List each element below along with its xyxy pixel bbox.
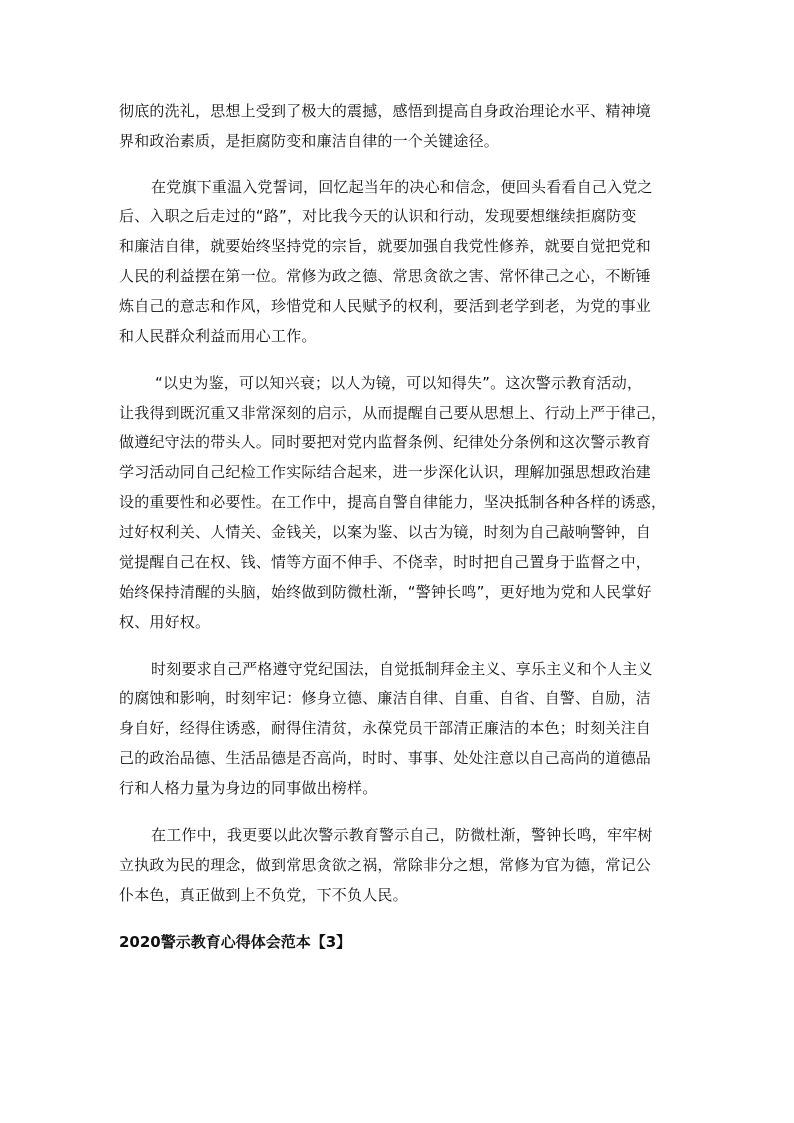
paragraph-line: 觉提醒自己在权、钱、情等方面不伸手、不侥幸，时时把自己置身于监督之中， [119, 553, 652, 571]
paragraph-line: 人民的利益摆在第一位。常修为政之德、常思贪欲之害、常怀律己之心，不断锤 [119, 267, 652, 285]
paragraph-line: 界和政治素质，是拒腐防变和廉洁自律的一个关键途径。 [119, 132, 500, 150]
paragraph-line: “以史为鉴，可以知兴衰；以人为镜，可以知得失”。这次警示教育活动， [155, 374, 643, 392]
paragraph-line: 和人民群众利益而用心工作。 [119, 327, 317, 345]
paragraph-line: 过好权利关、人情关、金钱关，以案为鉴、以古为镜，时刻为自己敲响警钟，自 [119, 523, 652, 541]
paragraph-line: 和廉洁自律，就要始终坚持党的宗旨，就要加强自我党性修养，就要自觉把党和 [119, 237, 652, 255]
paragraph-line: 权、用好权。 [119, 613, 211, 631]
paragraph-line: 行和人格力量为身边的同事做出榜样。 [119, 779, 378, 797]
paragraph-line: 在工作中，我更要以此次警示教育警示自己，防微杜渐，警钟长鸣，牢牢树 [151, 826, 653, 844]
paragraph-line: 在党旗下重温入党誓词，回忆起当年的决心和信念，便回头看看自己入党之 [151, 178, 653, 196]
paragraph-line: 彻底的洗礼，思想上受到了极大的震撼，感悟到提高自身政治理论水平、精神境 [119, 102, 652, 120]
paragraph-line: 身自好，经得住诱惑，耐得住清贫，永葆党员干部清正廉洁的本色；时刻关注自 [119, 719, 652, 737]
paragraph-line: 让我得到既沉重又非常深刻的启示，从而提醒自己要从思想上、行动上严于律己， [119, 404, 667, 422]
paragraph-line: 做遵纪守法的带头人。同时要把对党内监督条例、纪律处分条例和这次警示教育 [119, 433, 652, 451]
paragraph-line: 炼自己的意志和作风，珍惜党和人民赋予的权利，要活到老学到老，为党的事业 [119, 297, 652, 315]
paragraph-line: 的腐蚀和影响，时刻牢记：修身立德、廉洁自律、自重、自省、自警、自励，洁 [119, 689, 652, 707]
paragraph-line: 时刻要求自己严格遵守党纪国法，自觉抵制拜金主义、享乐主义和个人主义 [151, 660, 653, 678]
paragraph-line: 后、入职之后走过的“路”，对比我今天的认识和行动，发现要想继续拒腐防变 [119, 207, 637, 225]
paragraph-line: 学习活动同自己纪检工作实际结合起来，进一步深化认识，理解加强思想政治建 [119, 463, 652, 481]
paragraph-line: 始终保持清醒的头脑，始终做到防微杜渐，“警钟长鸣”，更好地为党和人民掌好 [119, 583, 652, 601]
paragraph-line: 己的政治品德、生活品德是否高尚，时时、事事、处处注意以自己高尚的道德品 [119, 749, 652, 767]
paragraph-line: 仆本色，真正做到上不负党，下不负人民。 [119, 886, 408, 904]
section-heading: 2020警示教育心得体会范本【3】 [119, 933, 352, 951]
paragraph-line: 立执政为民的理念，做到常思贪欲之祸，常除非分之想，常修为官为德，常记公 [119, 856, 652, 874]
paragraph-line: 设的重要性和必要性。在工作中，提高自警自律能力，坚决抵制各种各样的诱惑， [119, 493, 667, 511]
